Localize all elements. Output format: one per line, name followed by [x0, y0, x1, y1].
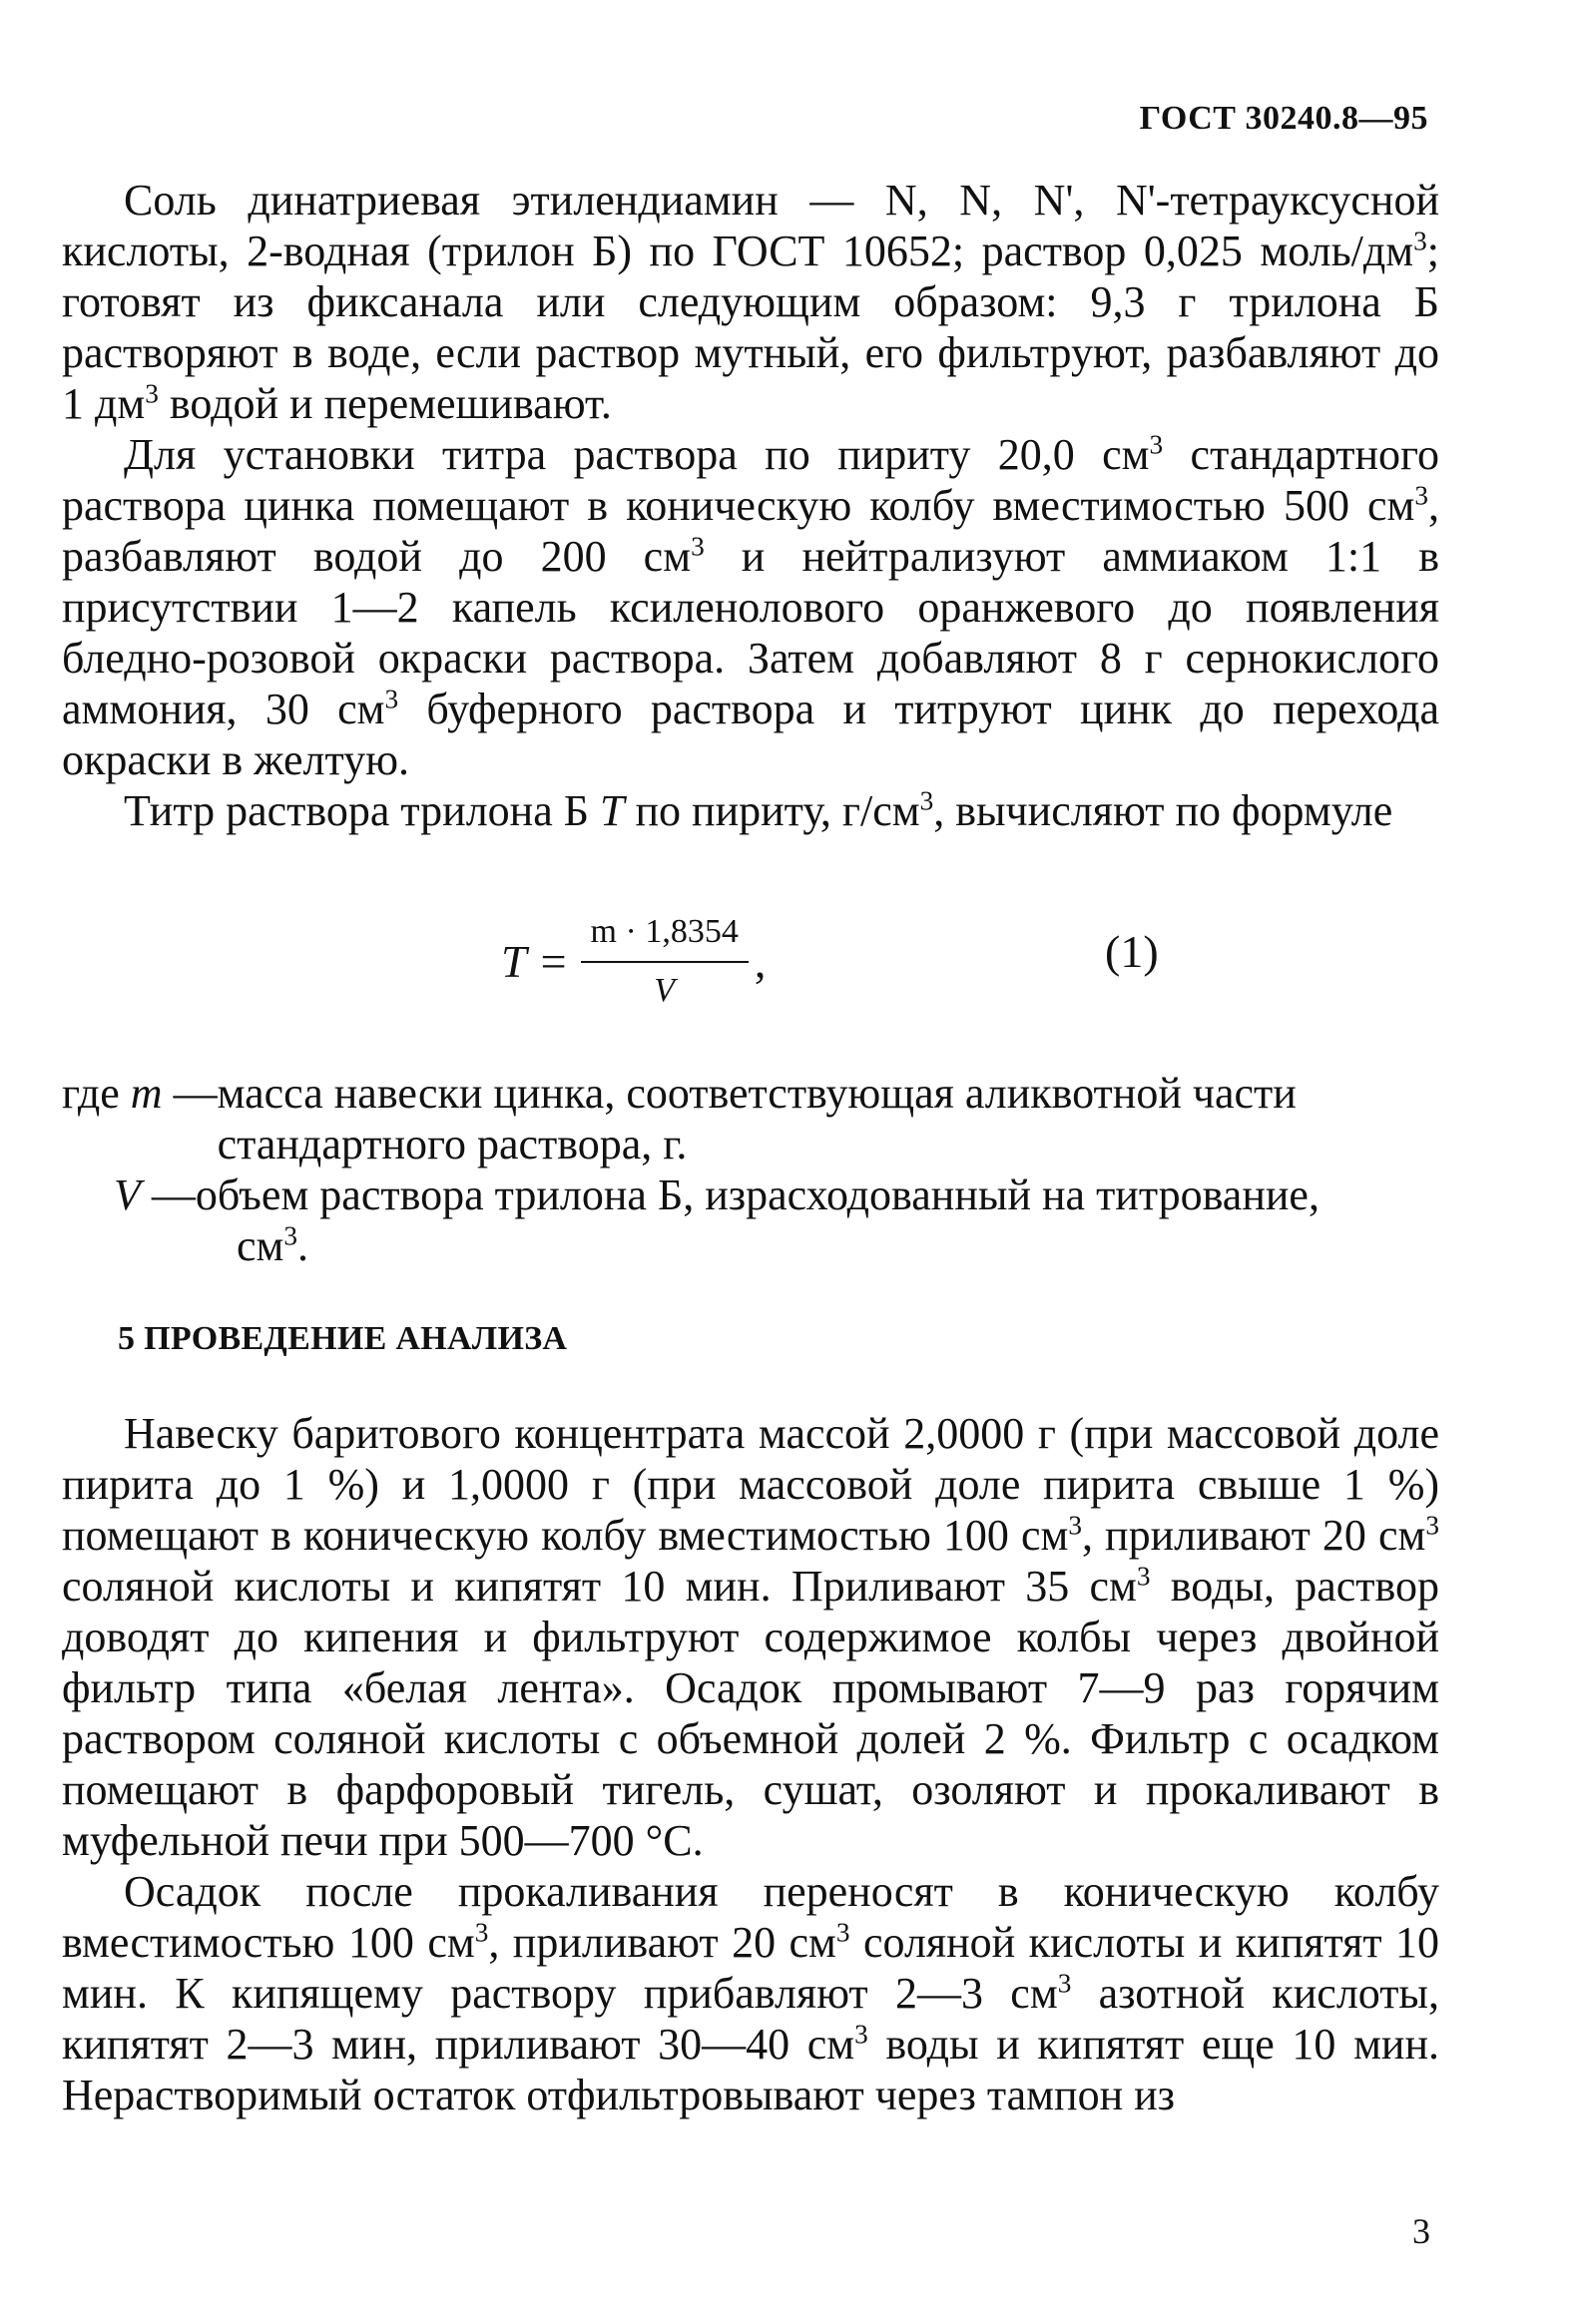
body-text [62, 175, 1439, 2120]
formula-denominator: V [654, 972, 676, 1009]
paragraph-titer-setup: Для установки титра раствора по пириту 20,0 $см^3$ стандартного раствора цинка помещают в коническую колбу вместимостью 500 $см^3$, разбавляют водой до 200 $см^3$ и нейтрализуют аммиаком 1:1 в присутствии 1—2 капель ксиленолового оранжевого до появления бледно-розовой окраски раствора. Затем добавляют 8 г сернокислого аммония, 30 $см^3$ буферного раствора и титруют цинк до перехода окраски в желтую. [62, 429, 1440, 784]
legend-m: где m — масса навески цинка, соответствующая аликвотной части стандартного раствора, г. [62, 1069, 1297, 1168]
paragraph-analysis-1: Навеску баритового концентрата массой 2,0000 г (при массовой доле пирита до 1 %) и 1,0000 г (при массовой доле пирита свыше 1 %) помещают в коническую колбу вместимостью 100 $см^3$, приливают 20 $см^3$ соляной кислоты и кипятят 10 мин. Приливают 35 $см^3$ воды, раствор доводят до кипения и фильтруют содержимое колбы через двойной фильтр типа «белая лента». Осадок промывают 7—9 раз горячим раствором соляной кислоты с объемной долей 2 %. Фильтр с осадком помещают в фарфоровый тигель, сушат, озоляют и прокаливают в муфельной печи при 500—700 °С. [62, 1409, 1440, 1865]
formula-comma: , [754, 935, 767, 987]
page-number: 3 [1412, 2211, 1430, 2251]
paragraph-analysis-2: Осадок после прокаливания переносят в коническую колбу вместимостью 100 $см^3$, приливают 20 $см^3$ соляной кислоты и кипятят 10 мин. К кипящему раствору прибавляют 2—3 $см^3$ азотной кислоты, кипятят 2—3 мин, приливают 30—40 $см^3$ воды и кипятят еще 10 мин. Нерастворимый остаток отфильтровывают через тампон из [62, 1867, 1440, 2119]
formula-numerator: m · 1,8354 [581, 906, 749, 963]
formula-block [62, 888, 1439, 1038]
legend-v: V — объем раствора трилона Б, израсходованный на титрование, [114, 1170, 1320, 1219]
paragraph-trilon: Соль динатриевая этилендиамин — N, N, N', N'-тетрауксусной кислоты, 2-водная (трилон Б) по ГОСТ 10652; раствор 0,025 моль/$дм^3$; готовят из фиксанала или следующим образом: 9,3 г трилона Б растворяют в воде, если раствор мутный, его фильтруют, разбавляют до 1 $дм^3$ водой и перемешивают. [62, 176, 1439, 428]
equation-number: (1) [1105, 926, 1159, 977]
formula-legend [62, 1068, 1439, 1271]
legend-v-unit: $см^3$. [237, 1220, 309, 1270]
formula-lhs: T [501, 935, 527, 987]
formula [501, 906, 766, 1016]
standard-header: ГОСТ 30240.8—95 [1139, 100, 1428, 137]
section-title: 5 ПРОВЕДЕНИЕ АНАЛИЗА [118, 1320, 568, 1357]
paragraph-titer-formula-intro: Титр раствора трилона Б T по пириту, $г/см^3$, вычисляют по формуле [124, 785, 1393, 835]
formula-equals: = [540, 935, 567, 987]
formula-fraction [581, 906, 749, 1016]
